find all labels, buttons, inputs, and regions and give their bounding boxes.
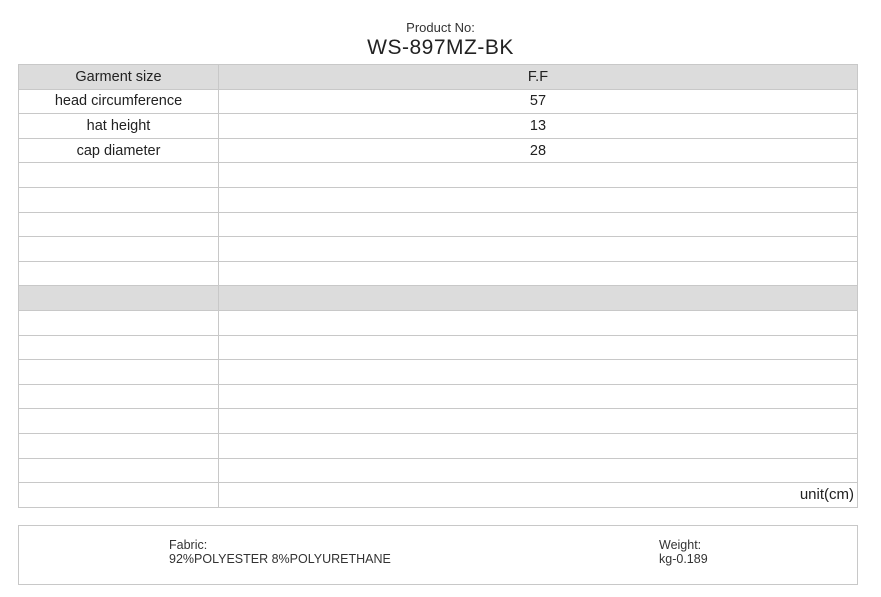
measure-label [19, 261, 219, 286]
table-row [19, 261, 858, 286]
fabric-info [169, 538, 391, 566]
product-header [0, 20, 881, 60]
measure-value-cell [219, 138, 858, 163]
section-header-value-cell [219, 286, 858, 311]
measure-value-cell [219, 433, 858, 458]
table-row [19, 163, 858, 188]
measure-label [19, 335, 219, 360]
weight-info [659, 538, 708, 566]
table-row [19, 384, 858, 409]
measure-label [19, 212, 219, 237]
measure-label [19, 360, 219, 385]
measure-label [19, 237, 219, 262]
table-row [19, 138, 858, 163]
measure-label [19, 458, 219, 483]
measure-value-cell [219, 458, 858, 483]
measure-label: cap diameter [19, 138, 219, 163]
measure-label [19, 384, 219, 409]
table-row [19, 458, 858, 483]
header-value-cell [219, 65, 858, 90]
table-row [19, 433, 858, 458]
header-label-cell: Garment size [19, 65, 219, 90]
table-row [19, 335, 858, 360]
weight-value: kg-0.189 [659, 552, 708, 566]
table-row [19, 409, 858, 434]
measure-label: hat height [19, 114, 219, 139]
measure-value-cell [219, 163, 858, 188]
measure-value: 13 [529, 117, 547, 134]
measure-value: 28 [529, 142, 547, 159]
product-info-box [18, 525, 858, 585]
measure-value-cell [219, 310, 858, 335]
measure-label: head circumference [19, 89, 219, 114]
unit-row [19, 483, 858, 508]
table-row [19, 89, 858, 114]
measure-value: 57 [529, 93, 547, 110]
table-row [19, 187, 858, 212]
measure-label [19, 163, 219, 188]
measure-label [19, 433, 219, 458]
product-number-label: Product No: [406, 20, 475, 35]
measure-value-cell [219, 409, 858, 434]
measure-value-cell [219, 335, 858, 360]
table-row [19, 360, 858, 385]
unit-label: unit(cm) [219, 483, 858, 508]
measure-value-cell [219, 360, 858, 385]
size-table [18, 64, 858, 508]
table-row [19, 114, 858, 139]
section-header-label [19, 286, 219, 311]
measure-label [19, 187, 219, 212]
fabric-label: Fabric: [169, 538, 208, 552]
table-row [19, 212, 858, 237]
measure-value-cell [219, 187, 858, 212]
fabric-value: 92%POLYESTER 8%POLYURETHANE [169, 552, 391, 566]
measure-value-cell [219, 114, 858, 139]
table-row [19, 237, 858, 262]
measure-value-cell [219, 212, 858, 237]
size-column-label: F.F [527, 68, 549, 85]
measure-value-cell [219, 237, 858, 262]
measure-value-cell [219, 261, 858, 286]
product-code: WS-897MZ-BK [367, 36, 514, 59]
measure-label [19, 310, 219, 335]
table-header-row [19, 65, 858, 90]
measure-value-cell [219, 89, 858, 114]
measure-label [19, 409, 219, 434]
unit-row-label [19, 483, 219, 508]
table-row [19, 310, 858, 335]
table-section-header-row [19, 286, 858, 311]
weight-label: Weight: [659, 538, 702, 552]
measure-value-cell [219, 384, 858, 409]
